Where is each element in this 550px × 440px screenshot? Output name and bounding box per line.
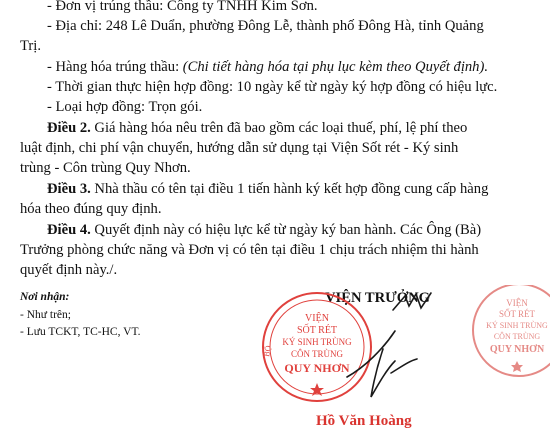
stamp-side: BỘ <box>262 344 273 358</box>
article-4-line3: quyết định này./. <box>20 262 118 278</box>
line-address-cont: Trị. <box>20 38 41 54</box>
article-4-line2: Trưởng phòng chức năng và Đơn vị có tên tại điều 1 chịu trách nhiệm thi hành <box>20 242 479 258</box>
signer-name: Hồ Văn Hoàng <box>316 413 412 429</box>
line-contract-type: - Loại hợp đồng: Trọn gói. <box>47 99 203 115</box>
stamp-right <box>473 285 550 376</box>
recipients-title: Nơi nhận: <box>20 291 70 303</box>
goods-label: - Hàng hóa trúng thầu: <box>47 59 183 75</box>
line-address: - Địa chỉ: 248 Lê Duẩn, phường Đông Lễ, thành phố Đông Hà, tỉnh Quảng <box>47 18 484 34</box>
recipient-item: - Như trên; <box>20 309 71 321</box>
article-2-line3: trùng - Côn trùng Quy Nhơn. <box>20 160 191 176</box>
stamp-line: VIỆN <box>305 313 329 324</box>
article-2-label: Điều 2. <box>47 120 91 136</box>
stamp-line: CÔN TRÙNG <box>493 332 541 341</box>
line-duration: - Thời gian thực hiện hợp đồng: 10 ngày kể từ ngày ký hợp đồng có hiệu lực. <box>47 79 498 95</box>
article-4-label: Điều 4. <box>47 222 91 238</box>
article-2-text: Giá hàng hóa nêu trên đã bao gồm các loại thuế, phí, lệ phí theo <box>90 120 468 136</box>
stamp-line: VIỆN <box>506 298 528 308</box>
article-4-text: Quyết định này có hiệu lực kể từ ngày ký ban hành. Các Ông (Bà) <box>90 222 482 238</box>
stamp-star-icon <box>511 361 523 372</box>
article-3-label: Điều 3. <box>47 181 91 197</box>
article-2 <box>47 119 467 137</box>
stamp-line: KÝ SINH TRÙNG <box>282 337 352 347</box>
article-4 <box>47 221 481 239</box>
recipient-item: - Lưu TCKT, TC-HC, VT. <box>20 326 141 338</box>
stamp-line: QUY NHƠN <box>284 361 350 375</box>
stamp-line: QUY NHƠN <box>489 344 545 355</box>
article-3-text: Nhà thầu có tên tại điều 1 tiến hành ký kết hợp đồng cung cấp hàng <box>90 181 489 197</box>
article-3-line2: hóa theo đúng quy định. <box>20 201 162 217</box>
stamp-line: SỐT RÉT <box>498 309 536 319</box>
article-2-line2: luật định, chi phí vận chuyển, hướng dẫn sử dụng tại Viện Sốt rét - Ký sinh <box>20 140 459 156</box>
article-3 <box>47 180 488 198</box>
line-goods <box>47 58 488 76</box>
stamp-line: SỐT RÉT <box>296 325 338 336</box>
signer-title: VIỆN TRƯỞNG <box>325 290 431 306</box>
stamp-line: CÔN TRÙNG <box>290 349 344 359</box>
stamp-left <box>261 293 371 401</box>
line-contractor: - Đơn vị trúng thầu: Công ty TNHH Kim Sơn. <box>47 0 318 14</box>
stamp-line: KÝ SINH TRÙNG <box>486 321 548 330</box>
goods-note: (Chi tiết hàng hóa tại phụ lục kèm theo Quyết định). <box>182 59 488 75</box>
